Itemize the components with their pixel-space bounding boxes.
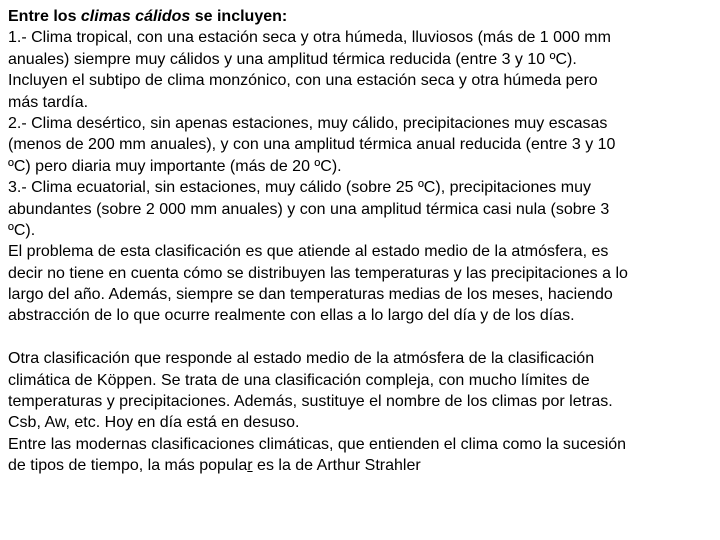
text-line: abstracción de lo que ocurre realmente con ellas a lo largo del día y de los días. xyxy=(8,307,575,325)
text-line: abundantes (sobre 2 000 mm anuales) y con una amplitud térmica casi nula (sobre 3 xyxy=(8,200,610,218)
heading-prefix: Entre los xyxy=(8,8,81,25)
heading-italic: climas cálidos xyxy=(80,8,191,25)
document-page xyxy=(8,6,714,477)
text-line: decir no tiene en cuenta cómo se distribuyen las temperaturas y las precipitaciones a lo xyxy=(8,264,628,282)
text-line: climática de Köppen. Se trata de una clasificación compleja, con mucho límites de xyxy=(8,371,590,389)
text-line: temperaturas y precipitaciones. Además, sustituye el nombre de los climas por letras. xyxy=(8,393,613,411)
heading xyxy=(8,6,714,27)
underlined-char: r xyxy=(247,457,253,475)
text-line: (menos de 200 mm anuales), y con una amplitud térmica anual reducida (entre 3 y 10 xyxy=(8,136,616,154)
text-line-last xyxy=(8,455,714,476)
last-line-before: de tipos de tiempo, la más popula xyxy=(8,457,248,475)
text-line: ºC). xyxy=(8,221,36,239)
text-line: más tardía. xyxy=(8,93,89,111)
text-line: 1.- Clima tropical, con una estación seca y otra húmeda, lluviosos (más de 1 000 mm xyxy=(8,29,611,47)
text-line: ºC) pero diaria muy importante (más de 20 ºC). xyxy=(8,157,342,175)
text-line: Csb, Aw, etc. Hoy en día está en desuso. xyxy=(8,414,300,432)
text-line: largo del año. Además, siempre se dan temperaturas medias de los meses, haciendo xyxy=(8,286,613,304)
koppen-paragraph xyxy=(8,348,714,476)
text-line: Incluyen el subtipo de clima monzónico, con una estación seca y otra húmeda pero xyxy=(8,72,598,90)
paragraph-spacer xyxy=(8,327,714,348)
text-line: anuales) siempre muy cálidos y una amplitud térmica reducida (entre 3 y 10 ºC). xyxy=(8,50,577,68)
last-line-after: es la de Arthur Strahler xyxy=(252,457,421,475)
text-line: Entre las modernas clasificaciones climáticas, que entienden el clima como la sucesión xyxy=(8,435,627,453)
climate-list-paragraph xyxy=(8,27,714,326)
text-line: El problema de esta clasificación es que atiende al estado medio de la atmósfera, es xyxy=(8,243,609,261)
text-line: Otra clasificación que responde al estado medio de la atmósfera de la clasificación xyxy=(8,350,595,368)
text-line: 3.- Clima ecuatorial, sin estaciones, muy cálido (sobre 25 ºC), precipitaciones muy xyxy=(8,179,591,197)
heading-suffix: se incluyen: xyxy=(190,8,288,25)
text-line: 2.- Clima desértico, sin apenas estaciones, muy cálido, precipitaciones muy escasas xyxy=(8,114,608,132)
